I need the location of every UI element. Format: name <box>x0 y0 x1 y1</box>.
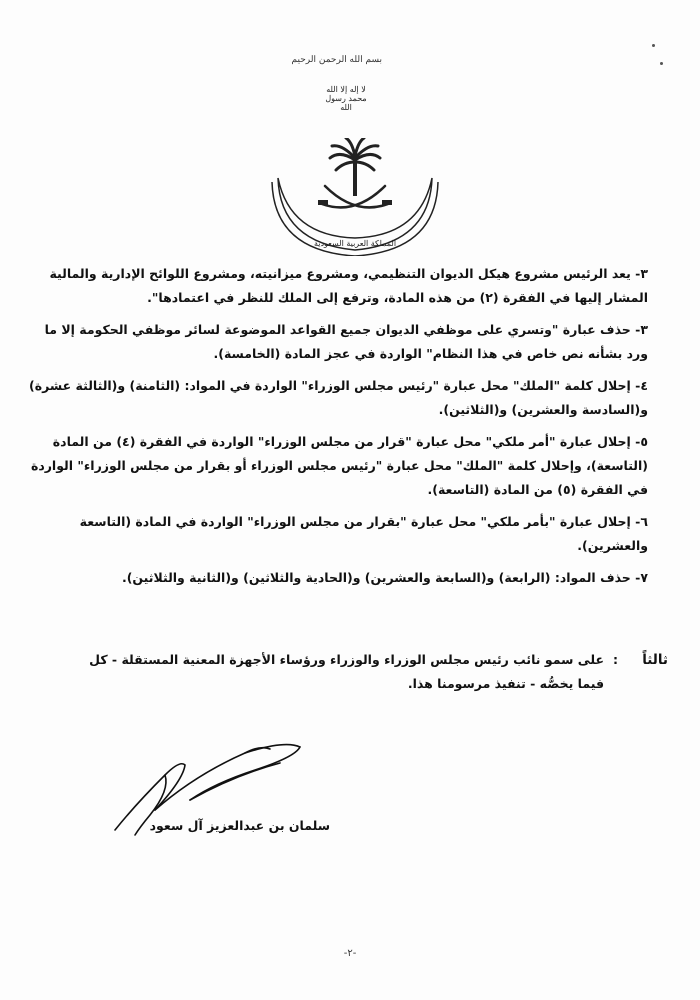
decree-item: ٧- حذف المواد: (الرابعة) و(السابعة والعشرين) و(الحادية والثلاثين) و(الثانية والثلاثين). <box>121 570 648 585</box>
decree-item: ٤- إحلال كلمة "الملك" محل عبارة "رئيس مجلس الوزراء" الواردة في المواد: (الثامنة) و(الثالثة عشرة) و(السادسة والعشرين) و(الثلاثين). <box>29 378 648 417</box>
emblem-text: المملكة العربية السعودية <box>313 239 397 248</box>
section-third <box>28 648 668 696</box>
scan-speck <box>660 62 663 65</box>
shahada-calligraphy: لا إله إلا الله محمد رسول الله <box>325 85 367 112</box>
section-colon: : <box>613 652 618 667</box>
section-text: على سمو نائب رئيس مجلس الوزراء والوزراء ورؤساء الأجهزة المعنية المستقلة - كل فيما يخصُّه - تنفيذ مرسومنا هذا. <box>89 652 604 691</box>
section-label: ثالثاً <box>642 652 668 668</box>
decree-body <box>28 262 648 598</box>
signatory-name: سلمان بن عبدالعزيز آل سعود <box>149 818 330 833</box>
decree-item: ٦- إحلال عبارة "بأمر ملكي" محل عبارة "بقرار من مجلس الوزراء" الواردة في المادة (التاسعة والعشرين). <box>79 514 648 553</box>
page-number: -٢- <box>343 948 357 959</box>
scan-speck <box>652 44 655 47</box>
decree-item: ٣- يعد الرئيس مشروع هيكل الديوان التنظيمي، ومشروع ميزانيته، ومشروع اللوائح الإدارية والمالية المشار إليها في الفقرة (٢) من هذه المادة، وترفع إلى الملك للنظر في اعتمادها". <box>49 266 648 305</box>
basmala-calligraphy: بسم الله الرحمن الرحيم <box>291 55 382 65</box>
decree-item: ٣- حذف عبارة "وتسري على موظفي الديوان جميع القواعد الموضوعة لسائر موظفي الحكومة إلا ما ورد بشأنه نص خاص في هذا النظام" الواردة في عجز المادة (الخامسة). <box>44 322 648 361</box>
decree-item: ٥- إحلال عبارة "أمر ملكي" محل عبارة "قرار من مجلس الوزراء" الواردة في الفقرة (٤) من المادة (التاسعة)، وإحلال كلمة "الملك" محل عبارة "رئيس مجلس الوزراء أو بقرار من مجلس الوزراء" الواردة في الفقرة (٥) من المادة (التاسعة). <box>30 434 648 497</box>
saudi-emblem-icon <box>270 138 440 256</box>
